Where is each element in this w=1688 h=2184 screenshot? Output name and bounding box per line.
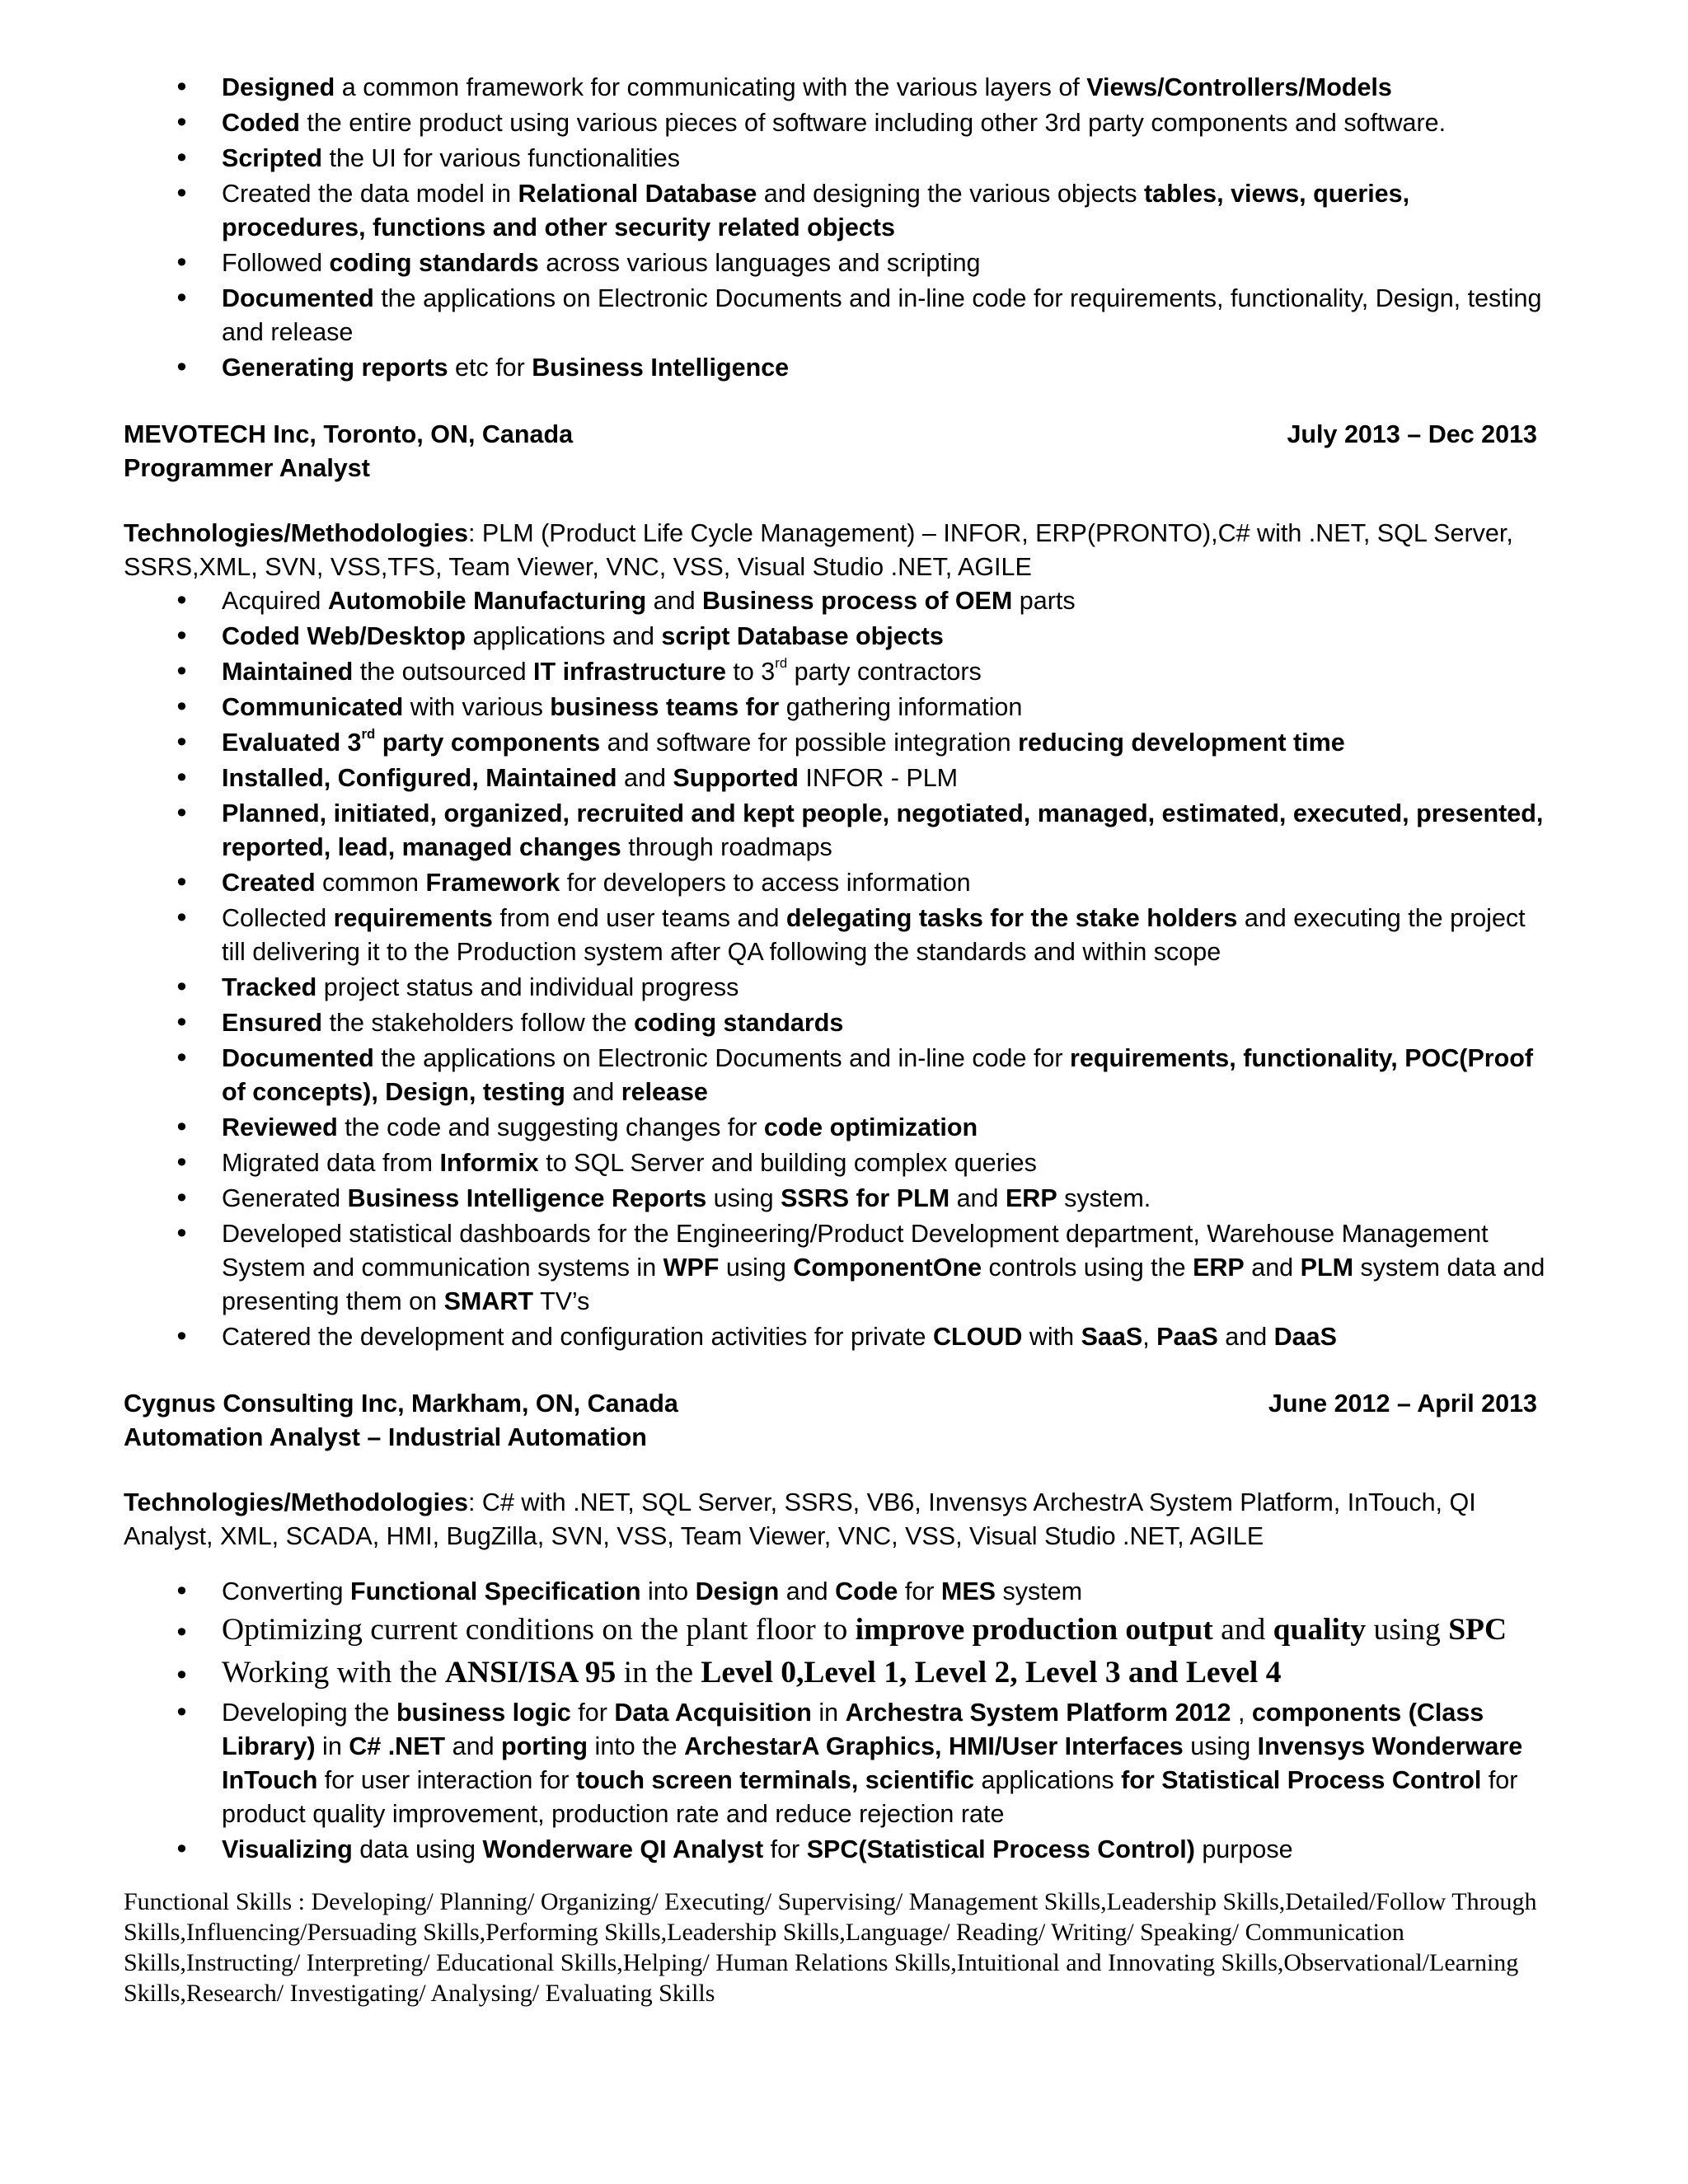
job-bullet-list xyxy=(124,584,1554,1354)
list-item: • Ensured the stakeholders follow the coding standards xyxy=(124,1006,1554,1040)
job-bullet-list xyxy=(124,1575,1554,1867)
job-mevotech xyxy=(124,418,1554,1354)
list-item: • Visualizing data using Wonderware QI Analyst for SPC(Statistical Process Control) purpose xyxy=(124,1833,1554,1867)
list-item: • Converting Functional Specification into Design and Code for MES system xyxy=(124,1575,1554,1609)
list-item: • Followed coding standards across various languages and scripting xyxy=(124,246,1554,280)
technologies-text: : C# with .NET, SQL Server, SSRS, VB6, Invensys ArchestrA System Platform, InTouch, QI Analyst, XML, SCADA, HMI, BugZilla, SVN, VSS, Team Viewer, VNC, VSS, Visual Studio .NET, AGILE xyxy=(124,1488,1476,1550)
job-title: Automation Analyst – Industrial Automation xyxy=(124,1423,647,1451)
list-item: • Working with the ANSI/ISA 95 in the Level 0,Level 1, Level 2, Level 3 and Level 4 xyxy=(124,1653,1554,1693)
list-item: • Acquired Automobile Manufacturing and Business process of OEM parts xyxy=(124,584,1554,618)
list-item: • Documented the applications on Electronic Documents and in-line code for requirements, functionality, POC(Proof of concepts), Design, testing and release xyxy=(124,1042,1554,1109)
functional-skills: Functional Skills : Developing/ Planning/ Organizing/ Executing/ Supervising/ Management Skills,Leadership Skills,Detailed/Follow Through Skills,Influencing/Persuading Skills,Performing Skills,Leadership Skills,Language/ Reading/ Writing/ Speaking/ Communication Skills,Instructing/ Interpreting/ Educational Skills,Helping/ Human Relations Skills,Intuitional and Innovating Skills,Observational/Learning Skills,Research/ Investigating/ Analysing/ Evaluating Skills xyxy=(124,1888,1537,2007)
list-item: • Installed, Configured, Maintained and Supported INFOR - PLM xyxy=(124,762,1554,795)
list-item: • Catered the development and configuration activities for private CLOUD with SaaS, PaaS and DaaS xyxy=(124,1320,1554,1354)
list-item: • Created the data model in Relational Database and designing the various objects tables, views, queries, procedures, functions and other security related objects xyxy=(124,177,1554,245)
technologies-text: : PLM (Product Life Cycle Management) – INFOR, ERP(PRONTO),C# with .NET, SQL Server, SSRS,XML, SVN, VSS,TFS, Team Viewer, VNC, VSS, Visual Studio .NET, AGILE xyxy=(124,519,1513,581)
list-item: • Scripted the UI for various functionalities xyxy=(124,142,1554,176)
intro-bullet-list xyxy=(124,71,1554,385)
list-item: • Collected requirements from end user teams and delegating tasks for the stake holders and executing the project till delivering it to the Production system after QA following the standards and within scope xyxy=(124,902,1554,969)
company-name: Cygnus Consulting Inc, Markham, ON, Canada xyxy=(124,1390,678,1418)
job-dates: July 2013 – Dec 2013 xyxy=(1287,420,1537,448)
list-item: • Coded Web/Desktop applications and script Database objects xyxy=(124,620,1554,654)
technologies-label: Technologies/Methodologies xyxy=(124,519,468,547)
technologies-line xyxy=(124,517,1554,584)
list-item: • Optimizing current conditions on the plant floor to improve production output and quality using SPC xyxy=(124,1610,1554,1650)
list-item: • Coded the entire product using various pieces of software including other 3rd party components and software. xyxy=(124,106,1554,140)
list-item: • Developing the business logic for Data Acquisition in Archestra System Platform 2012 , components (Class Library) in C# .NET and porting into the ArchestarA Graphics, HMI/User Interfaces using Invensys Wonderware InTouch for user interaction for touch screen terminals, scientific applications for Statistical Process Control for product quality improvement, production rate and reduce rejection rate xyxy=(124,1696,1554,1831)
list-item: • Documented the applications on Electronic Documents and in-line code for requirements, functionality, Design, testing and release xyxy=(124,282,1554,349)
job-cygnus xyxy=(124,1387,1554,1867)
job-header xyxy=(124,418,1554,452)
job-header xyxy=(124,1387,1554,1421)
job-dates: June 2012 – April 2013 xyxy=(1268,1390,1537,1418)
resume-page xyxy=(124,71,1554,2008)
technologies-label: Technologies/Methodologies xyxy=(124,1488,468,1516)
list-item: • Generated Business Intelligence Reports using SSRS for PLM and ERP system. xyxy=(124,1182,1554,1216)
list-item: • Reviewed the code and suggesting changes for code optimization xyxy=(124,1111,1554,1145)
list-item: • Migrated data from Informix to SQL Server and building complex queries xyxy=(124,1146,1554,1180)
list-item: • Generating reports etc for Business Intelligence xyxy=(124,351,1554,385)
list-item: • Maintained the outsourced IT infrastructure to 3rd party contractors xyxy=(124,655,1554,689)
list-item: • Evaluated 3rd party components and software for possible integration reducing development time xyxy=(124,726,1554,760)
list-item: • Designed a common framework for communicating with the various layers of Views/Controllers/Models xyxy=(124,71,1554,105)
company-name: MEVOTECH Inc, Toronto, ON, Canada xyxy=(124,420,574,448)
list-item: • Communicated with various business teams for gathering information xyxy=(124,691,1554,724)
list-item: • Created common Framework for developers to access information xyxy=(124,866,1554,900)
technologies-line xyxy=(124,1486,1554,1554)
list-item: • Developed statistical dashboards for the Engineering/Product Development department, Warehouse Management System and communication systems in WPF using ComponentOne controls using the ERP and PLM system data and presenting them on SMART TV’s xyxy=(124,1217,1554,1319)
list-item: • Planned, initiated, organized, recruited and kept people, negotiated, managed, estimated, executed, presented, reported, lead, managed changes through roadmaps xyxy=(124,797,1554,865)
list-item: • Tracked project status and individual progress xyxy=(124,971,1554,1005)
job-title: Programmer Analyst xyxy=(124,454,370,482)
